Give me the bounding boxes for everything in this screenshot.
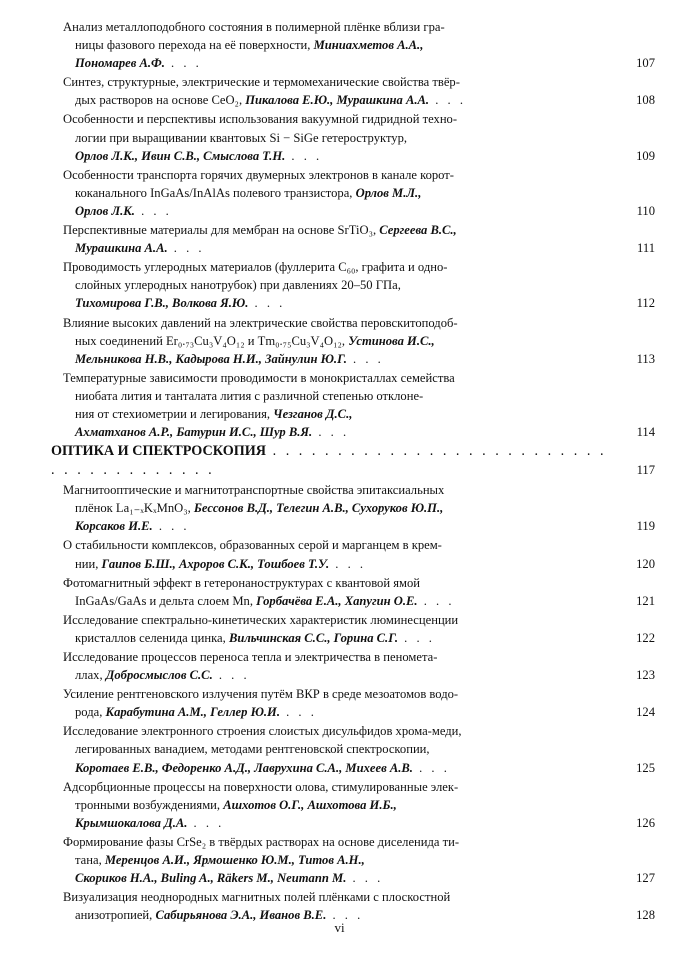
- entry-title-line: плёнок La₁₋ₓKₓMnO₃,: [75, 501, 194, 516]
- entry-authors: Мурашкина А.А.: [75, 241, 168, 256]
- toc-entry: [63, 258, 655, 312]
- leader-dots: . . .: [279, 705, 317, 720]
- entry-authors: Орлов Л.К., Ивин С.В., Смыслова Т.Н.: [75, 148, 286, 163]
- section-heading: [51, 442, 655, 480]
- section-title: ОПТИКА И СПЕКТРОСКОПИЯ: [51, 443, 267, 460]
- entry-page-number: 128: [636, 908, 655, 923]
- entry-authors: Тихомирова Г.В., Волкова Я.Ю.: [75, 296, 249, 311]
- entry-authors: Карабутина А.М., Геллер Ю.И.: [105, 705, 280, 720]
- entry-page-number: 120: [636, 556, 655, 571]
- toc-entry: [63, 314, 655, 368]
- entry-title-line: ных соединений Er₀.₇₃Cu₃V₄O₁₂ и Tm₀.₇₅Cu₃V₄O₁₂,: [75, 333, 349, 348]
- toc-entry: [63, 574, 655, 610]
- entry-title-line: Перспективные материалы для мембран на основе SrTiO₃,: [63, 223, 380, 238]
- entry-page-number: 126: [636, 815, 655, 830]
- entry-authors: Скориков Н.А., Buling A., Räkers M., Neumann M.: [75, 871, 347, 886]
- leader-dots: . . .: [134, 203, 172, 218]
- entry-title-line: коканального InGaAs/InAlAs полевого транзистора,: [75, 185, 356, 200]
- entry-authors: Сабирьянова Э.А., Иванов В.Е.: [155, 908, 327, 923]
- entry-authors: Пономарев А.Ф.: [75, 56, 165, 71]
- entry-title-line: тана,: [75, 853, 105, 868]
- entry-page-number: 108: [636, 93, 655, 108]
- entry-page-number: 114: [636, 425, 655, 440]
- leader-dots: . . .: [164, 56, 202, 71]
- entry-authors: Сергеева В.С.,: [379, 223, 457, 238]
- page-number: vi: [334, 920, 345, 935]
- toc-entry: [63, 110, 655, 164]
- entry-page-number: 109: [636, 148, 655, 163]
- entry-title-line: анизотропией,: [75, 908, 156, 923]
- entry-authors: Ашхотов О.Г., Ашхотова И.Б.,: [223, 797, 397, 812]
- entry-title-line: Исследование спектрально-кинетических характеристик люминесценции: [63, 612, 459, 627]
- entry-authors: Миниахметов А.А.,: [313, 38, 424, 53]
- entry-authors: Чезганов Д.С.,: [273, 406, 353, 421]
- entry-authors: Добросмыслов С.С.: [105, 668, 213, 683]
- entry-authors: Горбачёва Е.А., Хапугин О.Е.: [256, 593, 418, 608]
- toc-entry: [63, 536, 655, 572]
- leader-dots: . . .: [167, 241, 205, 256]
- toc-entry: [63, 611, 655, 647]
- entry-authors: Вильчинская С.С., Горина С.Г.: [228, 630, 399, 645]
- toc-entry: [63, 166, 655, 220]
- entry-authors: Корсаков И.Е.: [75, 519, 153, 534]
- leader-dots: . . .: [346, 351, 384, 366]
- entry-title-line: Особенности и перспективы использования вакуумной гидридной техно-: [63, 112, 458, 127]
- entry-page-number: 110: [636, 203, 655, 218]
- entry-page-number: 121: [636, 593, 655, 608]
- entry-title-line: Исследование процессов переноса тепла и электричества в пеномета-: [63, 650, 438, 664]
- entry-page-number: 113: [636, 351, 655, 366]
- toc-entry: [63, 369, 655, 441]
- toc-entry: [63, 73, 655, 109]
- entry-title-line: тронными возбуждениями,: [75, 797, 224, 812]
- entry-title-line: рода,: [75, 705, 106, 720]
- entry-authors: Крымшокалова Д.А.: [75, 815, 188, 830]
- entry-page-number: 112: [636, 296, 655, 311]
- toc-entry: [63, 722, 655, 776]
- entry-title-line: Визуализация неоднородных магнитных полей плёнками с плоскостной: [63, 890, 451, 905]
- entry-authors: Ахматханов А.Р., Батурин И.С., Шур В.Я.: [75, 425, 313, 440]
- entry-title-line: Температурные зависимости проводимости в монокристаллах семейства: [63, 370, 455, 385]
- entry-authors: Гаипов Б.Ш., Ахроров С.К., Тошбоев Т.У.: [101, 556, 330, 571]
- entry-title-line: ния от стехиометрии и легирования,: [75, 406, 274, 421]
- leader-dots: . . .: [248, 296, 286, 311]
- entry-title-line: легированных ванадием, методами рентгеновской спектроскопии,: [75, 742, 430, 757]
- section-page-number: 117: [636, 463, 655, 478]
- leader-dots: . . .: [187, 815, 225, 830]
- entry-title-line: О стабильности комплексов, образованных серой и марганцем в крем-: [63, 538, 442, 553]
- toc-entry: [63, 778, 655, 832]
- entry-authors: Орлов М.Л.,: [355, 185, 422, 200]
- leader-dots: . . .: [398, 630, 435, 645]
- entry-title-line: ницы фазового перехода на её поверхности,: [75, 38, 314, 53]
- entry-title-line: Проводимость углеродных материалов (фуллерита C₆₀, графита и одно-: [63, 260, 448, 275]
- leader-dots: . . .: [312, 425, 350, 440]
- entry-title-line: Исследование электронного строения слоистых дисульфидов хрома-меди,: [63, 724, 462, 739]
- entry-title-line: кристаллов селенида цинка,: [75, 630, 229, 645]
- entry-title-line: InGaAs/GaAs и дельта слоем Mn,: [75, 593, 257, 608]
- entry-page-number: 127: [636, 871, 655, 886]
- entry-title-line: логии при выращивании квантовых Si − SiGe гетероструктур,: [75, 130, 408, 145]
- leader-dots: . . .: [152, 519, 190, 534]
- entry-title-line: Анализ металлоподобного состояния в полимерной плёнке вблизи гра-: [63, 20, 445, 34]
- entry-title-line: Особенности транспорта горячих двумерных электронов в канале корот-: [63, 167, 454, 182]
- leader-dots: . . .: [429, 93, 466, 108]
- toc-entry: [63, 685, 655, 721]
- table-of-contents: [51, 18, 655, 925]
- entry-page-number: 122: [636, 630, 655, 645]
- entry-page-number: 123: [636, 668, 655, 683]
- toc-entry: [63, 888, 655, 924]
- entry-title-line: Адсорбционные процессы на поверхности олова, стимулированные элек-: [63, 779, 459, 794]
- leader-dots: . . .: [285, 148, 323, 163]
- leader-dots: . . .: [326, 908, 364, 923]
- entry-authors: Коротаев Е.В., Федоренко А.Д., Лаврухина С.А., Михеев А.В.: [75, 760, 413, 775]
- entry-title-line: ниобата лития и танталата лития с различной степенью отклоне-: [75, 388, 424, 403]
- entry-page-number: 125: [636, 760, 655, 775]
- entry-page-number: 124: [636, 705, 655, 720]
- entry-title-line: Усиление рентгеновского излучения путём ВКР в среде мезоатомов водо-: [63, 687, 459, 702]
- leader-dots: . . . . . . . . . . . . . . . . . . . . . . . . . . . . . . . . . . . . . . .: [51, 443, 607, 479]
- entry-title-line: ллах,: [75, 668, 106, 683]
- entry-title-line: дых растворов на основе CeO₂,: [75, 93, 246, 108]
- entry-page-number: 119: [636, 519, 655, 534]
- toc-entry: [63, 833, 655, 887]
- entry-title-line: Формирование фазы CrSe₂ в твёрдых растворах на основе диселенида ти-: [63, 834, 460, 849]
- leader-dots: . . .: [417, 593, 455, 608]
- entry-title-line: слойных углеродных нанотрубок) при давлениях 20–50 ГПа,: [75, 278, 401, 293]
- toc-entry: [63, 18, 655, 72]
- leader-dots: . . .: [412, 760, 450, 775]
- entry-authors: Меренцов А.И., Ярмошенко Ю.М., Титов А.Н.,: [104, 853, 365, 868]
- entry-title-line: Синтез, структурные, электрические и термомеханические свойства твёр-: [63, 75, 460, 90]
- entry-authors: Бессонов В.Д., Телегин А.В., Сухоруков Ю.П.,: [193, 501, 444, 516]
- entry-title-line: Влияние высоких давлений на электрические свойства перовскитоподоб-: [63, 315, 458, 330]
- entry-title-line: нии,: [75, 556, 102, 571]
- entry-page-number: 107: [636, 56, 655, 71]
- leader-dots: . . .: [212, 668, 250, 683]
- entry-page-number: 111: [637, 241, 655, 256]
- entry-authors: Орлов Л.К.: [75, 203, 135, 218]
- entry-authors: Устинова И.С.,: [348, 333, 435, 348]
- leader-dots: . . .: [329, 556, 367, 571]
- toc-entry: [63, 648, 655, 684]
- toc-entry: [63, 481, 655, 535]
- entry-authors: Мельникова Н.В., Кадырова Н.И., Зайнулин Ю.Г.: [75, 351, 347, 366]
- entry-title-line: Магнитооптические и магнитотранспортные свойства эпитаксиальных: [63, 483, 445, 498]
- leader-dots: . . .: [346, 871, 384, 886]
- entry-title-line: Фотомагнитный эффект в гетеронаноструктурах с квантовой ямой: [63, 575, 421, 590]
- entry-authors: Пикалова Е.Ю., Мурашкина А.А.: [245, 93, 430, 108]
- toc-entry: [63, 221, 655, 257]
